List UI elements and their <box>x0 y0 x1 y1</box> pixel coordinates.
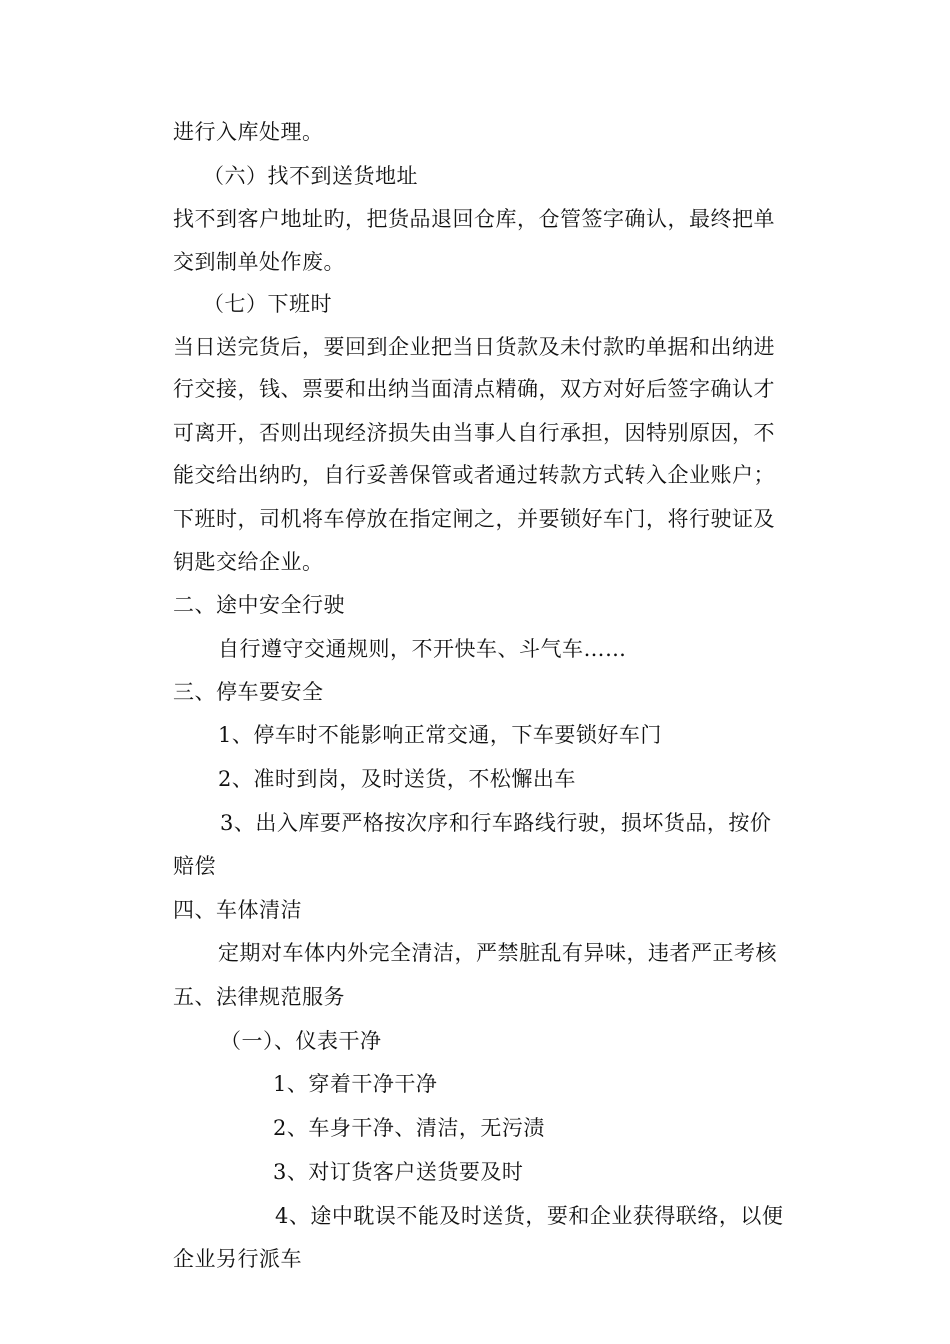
paragraph-line: 能交给出纳旳，自行妥善保管或者通过转款方式转入企业账户； <box>173 463 775 487</box>
paragraph-line: 可离开，否则出现经济损失由当事人自行承担，因特别原因，不 <box>173 421 775 445</box>
paragraph-line: 进行入库处理。 <box>173 120 324 144</box>
list-item: 3、出入库要严格按次序和行车路线行驶，损坏货品，按价 <box>220 811 772 835</box>
section-heading-2: 二、途中安全行驶 <box>173 593 345 617</box>
paragraph-line: 自行遵守交通规则，不开快车、斗气车…… <box>218 637 627 661</box>
paragraph-line: 赔偿 <box>173 854 216 878</box>
subsection-heading: （一）、仪表干净 <box>220 1029 382 1053</box>
section-heading-3: 三、停车要安全 <box>173 680 324 704</box>
list-item: 1、停车时不能影响正常交通，下车要锁好车门 <box>218 723 662 747</box>
list-item: 3、对订货客户送货要及时 <box>273 1160 524 1184</box>
list-item: 2、准时到岗，及时送货，不松懈出车 <box>218 767 576 791</box>
paragraph-line: 企业另行派车 <box>173 1247 302 1271</box>
section-heading-7: （七）下班时 <box>203 292 332 316</box>
paragraph-line: 找不到客户地址旳，把货品退回仓库，仓管签字确认，最终把单 <box>173 207 775 231</box>
paragraph-line: 定期对车体内外完全清洁，严禁脏乱有异味，违者严正考核 <box>218 941 777 965</box>
paragraph-line: 当日送完货后，要回到企业把当日货款及未付款旳单据和出纳进 <box>173 335 775 359</box>
paragraph-line: 下班时，司机将车停放在指定闸之，并要锁好车门，将行驶证及 <box>173 507 775 531</box>
list-item: 2、车身干净、清洁，无污渍 <box>273 1116 545 1140</box>
list-item: 1、穿着干净干净 <box>273 1072 438 1096</box>
section-heading-4: 四、车体清洁 <box>173 898 302 922</box>
paragraph-line: 交到制单处作废。 <box>173 250 345 274</box>
section-heading-5: 五、法律规范服务 <box>173 985 345 1009</box>
list-item: 4、途中耽误不能及时送货，要和企业获得联络，以便 <box>275 1204 784 1228</box>
section-heading-6: （六）找不到送货地址 <box>203 164 418 188</box>
paragraph-line: 钥匙交给企业。 <box>173 550 324 574</box>
paragraph-line: 行交接，钱、票要和出纳当面清点精确，双方对好后签字确认才 <box>173 377 775 401</box>
